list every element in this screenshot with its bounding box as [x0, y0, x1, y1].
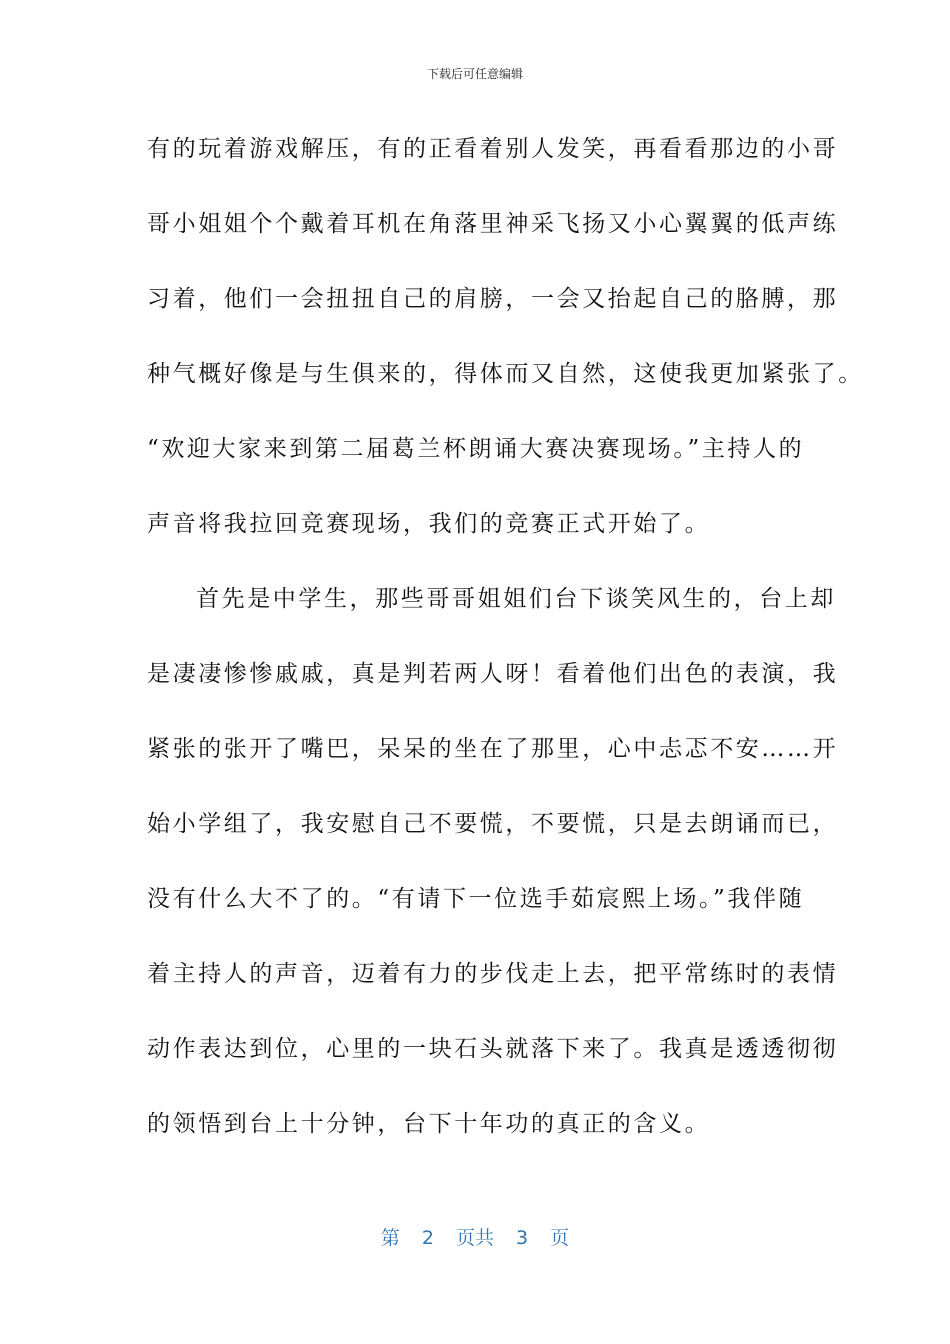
- text-line: 习着，他们一会扭扭自己的肩膀，一会又抬起自己的胳膊，那: [147, 286, 839, 312]
- text-line: 始小学组了，我安慰自己不要慌，不要慌，只是去朗诵而已，: [147, 811, 839, 837]
- text-line: 声音将我拉回竞赛现场，我们的竞赛正式开始了。: [147, 511, 711, 537]
- footer-suffix: 页: [550, 1227, 570, 1249]
- text-line: 动作表达到位，心里的一块石头就落下来了。我真是透透彻彻: [147, 1036, 839, 1062]
- footer-middle: 页共: [455, 1227, 494, 1249]
- text-line: 种气概好像是与生俱来的，得体而又自然，这使我更加紧张了。: [147, 361, 864, 387]
- text-line: 哥小姐姐个个戴着耳机在角落里神采飞扬又小心翼翼的低声练: [147, 211, 839, 237]
- footer-total-pages: 3: [516, 1227, 529, 1249]
- page-header: 下载后可任意编辑: [426, 67, 523, 81]
- text-line: 着主持人的声音，迈着有力的步伐走上去，把平常练时的表情: [147, 961, 839, 987]
- text-line: 没有什么大不了的。“有请下一位选手茹宸熙上场。”我伴随: [147, 886, 805, 912]
- text-line: 有的玩着游戏解压，有的正看着别人发笑，再看看那边的小哥: [147, 136, 839, 162]
- paragraph-first-line: 首先是中学生，那些哥哥姐姐们台下谈笑风生的，台上却: [196, 586, 836, 612]
- text-line: “欢迎大家来到第二届葛兰杯朗诵大赛决赛现场。”主持人的: [147, 436, 805, 462]
- page-footer: [0, 1226, 950, 1250]
- text-line: 的领悟到台上十分钟，台下十年功的真正的含义。: [147, 1111, 711, 1137]
- footer-page-number: 2: [421, 1227, 434, 1249]
- text-line: 紧张的张开了嘴巴，呆呆的坐在了那里，心中忐忑不安……开: [147, 736, 839, 762]
- text-line: 是凄凄惨惨戚戚，真是判若两人呀！看着他们出色的表演，我: [147, 661, 839, 687]
- document-body: [147, 112, 864, 1162]
- footer-prefix: 第: [380, 1227, 400, 1249]
